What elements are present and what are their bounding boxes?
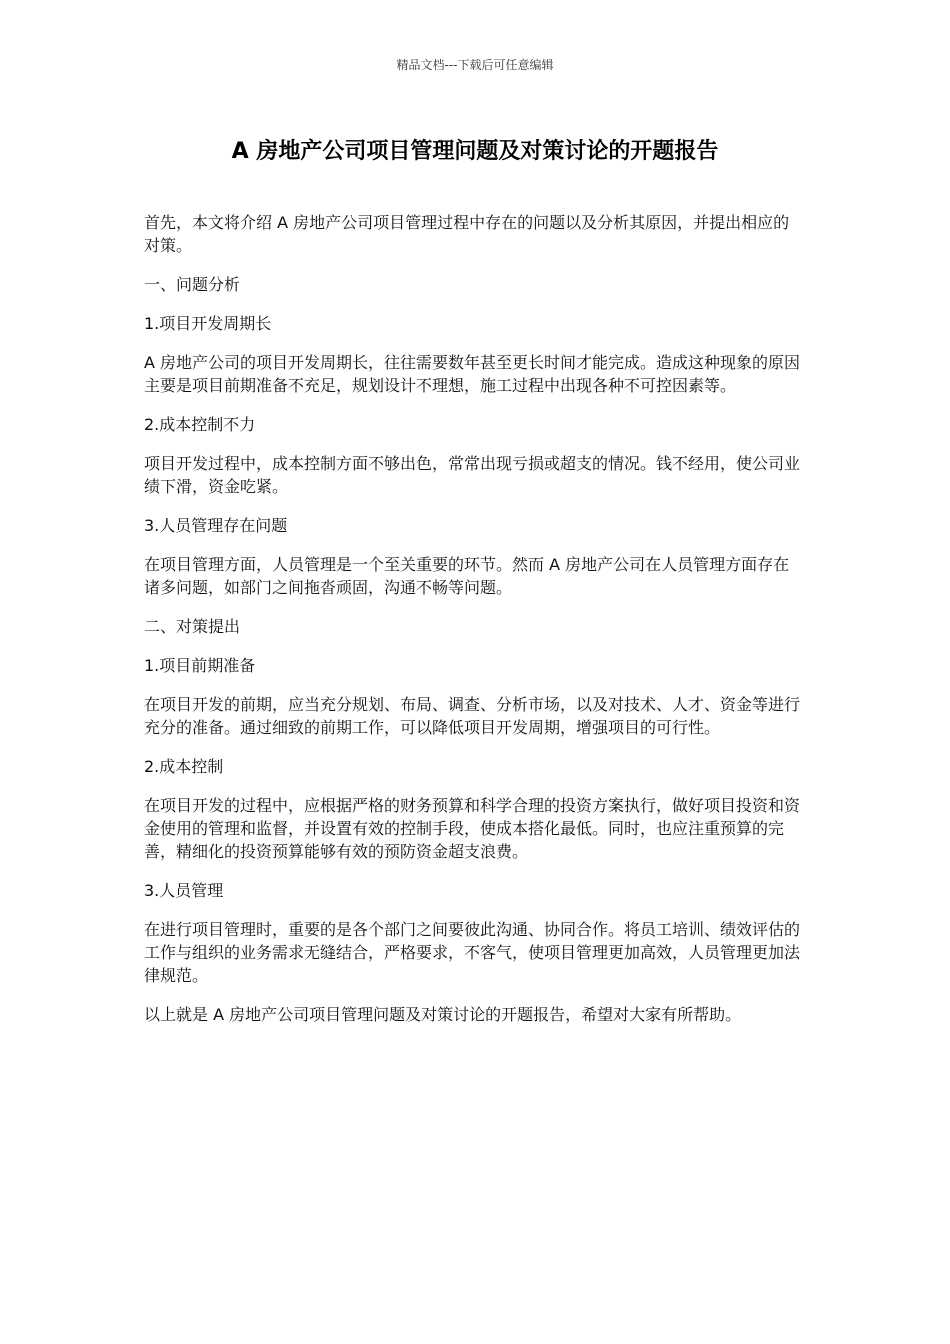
intro-paragraph: 首先，本文将介绍 A 房地产公司项目管理过程中存在的问题以及分析其原因，并提出相应的对策。 (144, 213, 790, 255)
document-body (144, 211, 804, 1042)
paragraph-long-development-cycle: A 房地产公司的项目开发周期长，往往需要数年甚至更长时间才能完成。造成这种现象的原因主要是项目前期准备不充足，规划设计不理想，施工过程中出现各种不可控因素等。 (144, 353, 801, 395)
paragraph-staff-management-problems: 在项目管理方面，人员管理是一个至关重要的环节。然而 A 房地产公司在人员管理方面存在诸多问题，如部门之间拖沓顽固，沟通不畅等问题。 (144, 555, 790, 597)
paragraph-poor-cost-control: 项目开发过程中，成本控制方面不够出色，常常出现亏损或超支的情况。钱不经用，使公司业绩下滑，资金吃紧。 (144, 454, 801, 496)
paragraph-early-preparation: 在项目开发的前期，应当充分规划、布局、调查、分析市场，以及对技术、人才、资金等进行充分的准备。通过细致的前期工作，可以降低项目开发周期，增强项目的可行性。 (144, 695, 801, 737)
paragraph-cost-control: 在项目开发的过程中，应根据严格的财务预算和科学合理的投资方案执行，做好项目投资和资金使用的管理和监督，并设置有效的控制手段，使成本搭化最低。同时，也应注重预算的完善，精细化的投资预算能够有效的预防资金超支浪费。 (144, 796, 801, 861)
subheading-staff-management: 3.人员管理 (144, 881, 224, 900)
section-heading-countermeasures: 二、对策提出 (144, 617, 241, 636)
subheading-long-development-cycle: 1.项目开发周期长 (144, 314, 272, 333)
subheading-cost-control: 2.成本控制 (144, 757, 224, 776)
section-heading-problem-analysis: 一、问题分析 (144, 275, 241, 294)
page-header: 精品文档---下载后可任意编辑 (396, 58, 554, 72)
document-title: A 房地产公司项目管理问题及对策讨论的开题报告 (231, 139, 719, 164)
subheading-staff-management-problems: 3.人员管理存在问题 (144, 516, 288, 535)
paragraph-staff-management: 在进行项目管理时，重要的是各个部门之间要彼此沟通、协同合作。将员工培训、绩效评估的工作与组织的业务需求无缝结合，严格要求，不客气，使项目管理更加高效，人员管理更加法律规范。 (144, 920, 801, 985)
subheading-early-preparation: 1.项目前期准备 (144, 656, 256, 675)
closing-paragraph: 以上就是 A 房地产公司项目管理问题及对策讨论的开题报告，希望对大家有所帮助。 (144, 1005, 742, 1024)
subheading-poor-cost-control: 2.成本控制不力 (144, 415, 256, 434)
